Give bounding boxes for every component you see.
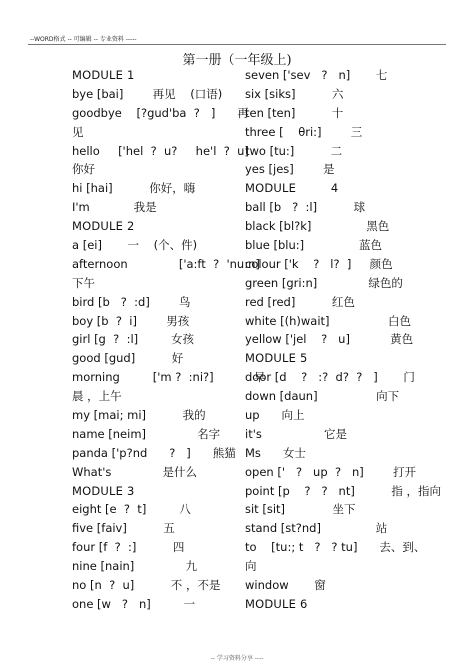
vocab-line: bird [b ? :d] 鸟	[72, 294, 191, 309]
vocab-line: my [mai; mi] 我的	[72, 408, 206, 423]
vocab-line: window 窗	[245, 578, 326, 593]
header-note: --WORD格式 -- 可编辑 -- 专业资料 -----	[30, 36, 137, 43]
vocab-line: eight [e ? t] 八	[72, 502, 191, 517]
vocab-line: bye [bai] 再见 (口语)	[72, 86, 223, 101]
vocab-line: name [neim] 名字	[72, 426, 221, 441]
vocab-line: yes [jes] 是	[245, 162, 335, 177]
vocab-line: sit [sit] 坐下	[245, 502, 356, 517]
header-rule	[28, 44, 446, 45]
vocab-line: 向	[245, 559, 257, 574]
vocab-line: stand [st?nd] 站	[245, 521, 388, 536]
vocab-line: yellow ['jel ? u] 黄色	[245, 332, 414, 347]
vocab-line: no [n ? u] 不 ，不是	[72, 578, 221, 593]
vocab-line: hi [hai] 你好，嗨	[72, 181, 196, 196]
vocab-line: five [faiv] 五	[72, 521, 175, 536]
module-heading: MODULE 4	[245, 181, 339, 196]
module-heading: MODULE 1	[72, 68, 135, 82]
vocab-line: blue [blu:] 蓝色	[245, 238, 382, 253]
vocab-line: down [daun] 向下	[245, 389, 400, 404]
vocab-line: goodbye [?gud'ba ? ] 再	[72, 105, 249, 120]
vocab-line: boy [b ? i] 男孩	[72, 313, 190, 328]
vocab-line: I'm 我是	[72, 200, 157, 215]
vocab-line: ten [ten] 十	[245, 105, 344, 120]
module-heading: MODULE 6	[245, 596, 308, 611]
vocab-line: to [tu:; t ? ? tu] 去、到、	[245, 540, 426, 555]
right-vocabulary-column	[245, 66, 442, 614]
vocab-line: a [ei] 一 (个、件)	[72, 238, 198, 253]
vocab-line: open [' ? up ? n] 打开	[245, 464, 417, 479]
vocab-line: six [siks] 六	[245, 86, 344, 101]
vocab-line: seven ['sev ? n] 七	[245, 68, 388, 82]
vocab-line: point [p ? ? nt] 指 ，指向	[245, 483, 442, 498]
vocab-line: hello ['hel ? u? he'l ? u]	[72, 143, 249, 158]
vocab-line: green [gri:n] 绿色的	[245, 275, 403, 290]
vocab-line: door [d ? :? d? ? ] 门	[245, 370, 415, 385]
module-heading: MODULE 5	[245, 351, 308, 366]
vocab-line: 见	[72, 124, 84, 139]
vocab-line: red [red] 红色	[245, 294, 355, 309]
vocab-line: colour ['k ? l? ] 颜色	[245, 256, 393, 271]
vocab-line: nine [nain] 九	[72, 559, 197, 574]
vocab-line: 下午	[72, 275, 95, 290]
vocab-line: morning ['m ? :ni?] 早	[72, 370, 266, 385]
vocab-line: black [bl?k] 黑色	[245, 219, 390, 234]
page-title: 第一册（一年级上)	[182, 53, 292, 68]
vocab-line: 晨 ，上午	[72, 389, 122, 404]
vocab-line: one [w ? n] 一	[72, 596, 196, 611]
left-vocabulary-column	[72, 66, 266, 614]
vocab-line: girl [g ? :l] 女孩	[72, 332, 195, 347]
vocab-line: good [gud] 好	[72, 351, 184, 366]
vocab-line: three [ θri:] 三	[245, 124, 363, 139]
vocab-line: panda ['p?nd ? ] 熊猫	[72, 445, 236, 460]
vocab-line: up 向上	[245, 408, 305, 423]
vocab-line: white [(h)wait] 白色	[245, 313, 412, 328]
module-heading: MODULE 2	[72, 219, 135, 234]
vocab-line: afternoon ['a:ft ? 'nu:n]	[72, 256, 260, 271]
vocab-line: two [tu:] 二	[245, 143, 343, 158]
vocab-line: it's 它是	[245, 426, 348, 441]
vocab-line: What's 是什么	[72, 464, 198, 479]
footer-note: -- 学习资料分享 ----	[210, 655, 264, 662]
vocab-line: Ms 女士	[245, 445, 306, 460]
vocab-line: four [f ? :] 四	[72, 540, 185, 555]
vocab-line: 你好	[72, 162, 95, 177]
module-heading: MODULE 3	[72, 483, 135, 498]
vocab-line: ball [b ? :l] 球	[245, 200, 366, 215]
